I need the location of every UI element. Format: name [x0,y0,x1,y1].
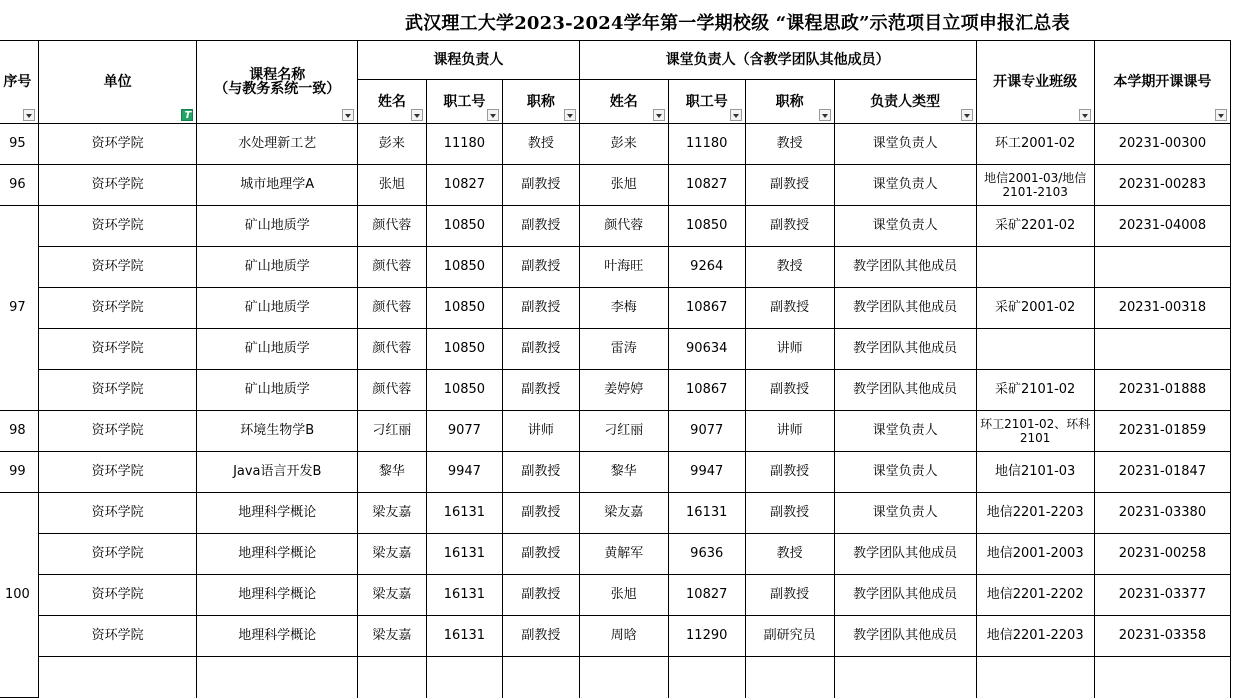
cell-teacher-id[interactable]: 10867 [668,370,745,411]
cell-unit[interactable]: 资环学院 [38,329,197,370]
cell-course-no[interactable]: 20231-01847 [1094,452,1230,493]
cell-course-leader-name[interactable]: 梁友嘉 [358,493,426,534]
cell-course-leader-title[interactable]: 副教授 [503,616,579,657]
cell-course[interactable]: Java语言开发B [197,452,358,493]
cell-teacher-id[interactable]: 90634 [668,329,745,370]
empty-cell[interactable] [38,657,197,698]
cell-course-leader-title[interactable]: 副教授 [503,247,579,288]
header-leader-type: 负责人类型 [834,80,976,124]
cell-teacher-id[interactable]: 11290 [668,616,745,657]
cell-leader-type[interactable]: 教学团队其他成员 [834,288,976,329]
cell-teacher-name[interactable]: 李梅 [579,288,668,329]
cell-teacher-name[interactable]: 颜代蓉 [579,206,668,247]
cell-major-class[interactable]: 地信2001-03/地信2101-2103 [976,165,1094,206]
cell-course-leader-title[interactable]: 副教授 [503,575,579,616]
cell-teacher-name[interactable]: 姜婷婷 [579,370,668,411]
table-row [0,206,1231,247]
cell-course-leader-title[interactable]: 教授 [503,124,579,165]
table-row [0,370,1231,411]
cell-major-class[interactable] [976,329,1094,370]
cell-major-class[interactable]: 环工2101-02、环科2101 [976,411,1094,452]
cell-leader-type[interactable]: 教学团队其他成员 [834,616,976,657]
cell-course-leader-name[interactable]: 梁友嘉 [358,534,426,575]
cell-leader-type[interactable]: 教学团队其他成员 [834,370,976,411]
header-title: 职称 [503,80,579,124]
cell-seq[interactable]: 98 [0,411,38,452]
cell-course-no[interactable]: 20231-01859 [1094,411,1230,452]
cell-course-leader-title[interactable]: 副教授 [503,329,579,370]
empty-cell[interactable] [1094,657,1230,698]
cell-course-leader-name[interactable]: 颜代蓉 [358,206,426,247]
cell-major-class[interactable]: 地信2201-2202 [976,575,1094,616]
filter-active-icon[interactable] [181,109,193,121]
cell-course[interactable]: 矿山地质学 [197,370,358,411]
cell-course-leader-title[interactable]: 副教授 [503,206,579,247]
summary-table [0,40,1231,698]
cell-major-class[interactable]: 环工2001-02 [976,124,1094,165]
table-row [0,411,1231,452]
cell-course-leader-id[interactable]: 16131 [426,493,503,534]
cell-course-no[interactable]: 20231-00283 [1094,165,1230,206]
cell-teacher-name[interactable]: 彭来 [579,124,668,165]
header-major-class: 开课专业班级 [976,41,1094,124]
cell-course-leader-name[interactable]: 颜代蓉 [358,247,426,288]
cell-course-leader-name[interactable]: 黎华 [358,452,426,493]
table-row [0,493,1231,534]
cell-course-leader-title[interactable]: 副教授 [503,370,579,411]
cell-teacher-title[interactable]: 副教授 [745,493,834,534]
filter-dropdown-icon[interactable] [487,109,499,121]
cell-major-class[interactable]: 地信2201-2203 [976,493,1094,534]
cell-teacher-name[interactable]: 黄解军 [579,534,668,575]
cell-unit[interactable]: 资环学院 [38,370,197,411]
cell-teacher-name[interactable]: 张旭 [579,575,668,616]
cell-teacher-name[interactable]: 雷涛 [579,329,668,370]
cell-course-no[interactable]: 20231-03377 [1094,575,1230,616]
cell-teacher-name[interactable]: 刁红丽 [579,411,668,452]
cell-course-leader-id[interactable]: 10850 [426,370,503,411]
cell-unit[interactable]: 资环学院 [38,288,197,329]
cell-course-leader-id[interactable]: 11180 [426,124,503,165]
cell-teacher-title[interactable]: 教授 [745,247,834,288]
cell-course-leader-id[interactable]: 16131 [426,616,503,657]
filter-dropdown-icon[interactable] [342,109,354,121]
cell-teacher-title[interactable]: 副教授 [745,575,834,616]
sheet-title-area [0,0,1235,40]
cell-leader-type[interactable]: 教学团队其他成员 [834,247,976,288]
table-row [0,575,1231,616]
header-title-2: 职称 [745,80,834,124]
cell-unit[interactable]: 资环学院 [38,165,197,206]
cell-teacher-id[interactable]: 10827 [668,575,745,616]
cell-teacher-id[interactable]: 10867 [668,288,745,329]
cell-course-leader-name[interactable]: 颜代蓉 [358,329,426,370]
cell-course-no[interactable]: 20231-00300 [1094,124,1230,165]
cell-course-no[interactable]: 20231-00318 [1094,288,1230,329]
cell-unit[interactable]: 资环学院 [38,616,197,657]
cell-leader-type[interactable]: 教学团队其他成员 [834,575,976,616]
cell-course-leader-id[interactable]: 10850 [426,288,503,329]
cell-teacher-title[interactable]: 教授 [745,124,834,165]
cell-major-class[interactable]: 地信2001-2003 [976,534,1094,575]
cell-course-no[interactable]: 20231-03380 [1094,493,1230,534]
empty-cell[interactable] [745,657,834,698]
cell-course[interactable]: 地理科学概论 [197,575,358,616]
cell-unit[interactable]: 资环学院 [38,206,197,247]
empty-cell[interactable] [358,657,426,698]
cell-course[interactable]: 矿山地质学 [197,247,358,288]
cell-course-no[interactable] [1094,247,1230,288]
cell-teacher-id[interactable]: 10827 [668,165,745,206]
table-row [0,534,1231,575]
cell-teacher-name[interactable]: 黎华 [579,452,668,493]
cell-major-class[interactable]: 地信2201-2203 [976,616,1094,657]
cell-course-leader-title[interactable]: 副教授 [503,493,579,534]
header-course-name: 课程名称 （与教务系统一致） [197,41,358,124]
table-row [0,616,1231,657]
empty-cell[interactable] [976,657,1094,698]
header-course-leader: 课程负责人 [358,41,580,80]
empty-cell[interactable] [197,657,358,698]
cell-leader-type[interactable]: 课堂负责人 [834,124,976,165]
cell-teacher-title[interactable]: 教授 [745,534,834,575]
cell-major-class[interactable]: 采矿2101-02 [976,370,1094,411]
cell-teacher-title[interactable]: 副教授 [745,288,834,329]
cell-course[interactable]: 地理科学概论 [197,616,358,657]
cell-course[interactable]: 矿山地质学 [197,329,358,370]
header-seq: 序号 [0,41,38,124]
header-staff-id: 职工号 [426,80,503,124]
cell-leader-type[interactable]: 教学团队其他成员 [834,329,976,370]
cell-course[interactable]: 矿山地质学 [197,288,358,329]
filter-dropdown-icon[interactable] [564,109,576,121]
cell-course-leader-name[interactable]: 梁友嘉 [358,575,426,616]
cell-course[interactable]: 城市地理学A [197,165,358,206]
cell-course-leader-name[interactable]: 刁红丽 [358,411,426,452]
empty-cell[interactable] [834,657,976,698]
cell-teacher-name[interactable]: 叶海旺 [579,247,668,288]
cell-course-leader-id[interactable]: 10850 [426,329,503,370]
cell-leader-type[interactable]: 课堂负责人 [834,493,976,534]
cell-course-leader-id[interactable]: 9947 [426,452,503,493]
cell-major-class[interactable] [976,247,1094,288]
header-name: 姓名 [358,80,426,124]
empty-row [0,657,1231,698]
cell-teacher-id[interactable]: 9264 [668,247,745,288]
header-staff-id-2: 职工号 [668,80,745,124]
cell-unit[interactable]: 资环学院 [38,493,197,534]
cell-teacher-name[interactable]: 梁友嘉 [579,493,668,534]
cell-course-leader-id[interactable]: 10850 [426,206,503,247]
header-course-no: 本学期开课课号 [1094,41,1230,124]
empty-cell[interactable] [503,657,579,698]
cell-course[interactable]: 地理科学概论 [197,493,358,534]
cell-teacher-title[interactable]: 副研究员 [745,616,834,657]
cell-course-leader-title[interactable]: 副教授 [503,165,579,206]
cell-course-leader-name[interactable]: 彭来 [358,124,426,165]
table-row [0,247,1231,288]
cell-course-leader-id[interactable]: 16131 [426,575,503,616]
cell-course-leader-id[interactable]: 10850 [426,247,503,288]
cell-course-leader-id[interactable]: 10827 [426,165,503,206]
table-row [0,452,1231,493]
cell-course[interactable]: 环境生物学B [197,411,358,452]
cell-leader-type[interactable]: 课堂负责人 [834,452,976,493]
cell-teacher-id[interactable]: 9077 [668,411,745,452]
header-class-leader: 课堂负责人（含教学团队其他成员） [579,41,976,80]
cell-course-leader-title[interactable]: 副教授 [503,534,579,575]
cell-major-class[interactable]: 采矿2001-02 [976,288,1094,329]
cell-teacher-title[interactable]: 副教授 [745,165,834,206]
filter-dropdown-icon[interactable] [23,109,35,121]
table-body [0,124,1231,698]
table-row [0,165,1231,206]
cell-unit[interactable]: 资环学院 [38,124,197,165]
table-row [0,124,1231,165]
cell-course-leader-title[interactable]: 副教授 [503,288,579,329]
filter-dropdown-icon[interactable] [961,109,973,121]
header-unit: 单位 T [38,41,197,124]
filter-dropdown-icon[interactable] [1079,109,1091,121]
cell-course-leader-name[interactable]: 颜代蓉 [358,288,426,329]
cell-leader-type[interactable]: 课堂负责人 [834,206,976,247]
cell-teacher-name[interactable]: 周晗 [579,616,668,657]
cell-teacher-title[interactable]: 副教授 [745,206,834,247]
filter-dropdown-icon[interactable] [819,109,831,121]
cell-course[interactable]: 地理科学概论 [197,534,358,575]
empty-cell[interactable] [668,657,745,698]
cell-major-class[interactable]: 采矿2201-02 [976,206,1094,247]
cell-leader-type[interactable]: 教学团队其他成员 [834,534,976,575]
cell-course-no[interactable]: 20231-01888 [1094,370,1230,411]
cell-major-class[interactable]: 地信2101-03 [976,452,1094,493]
cell-course-no[interactable]: 20231-04008 [1094,206,1230,247]
cell-leader-type[interactable]: 课堂负责人 [834,411,976,452]
cell-teacher-id[interactable]: 16131 [668,493,745,534]
cell-unit[interactable]: 资环学院 [38,411,197,452]
cell-seq[interactable]: 99 [0,452,38,493]
cell-course-leader-title[interactable]: 讲师 [503,411,579,452]
cell-unit[interactable]: 资环学院 [38,452,197,493]
filter-dropdown-icon[interactable] [653,109,665,121]
cell-seq[interactable]: 100 [0,493,38,698]
cell-unit[interactable]: 资环学院 [38,247,197,288]
cell-course-no[interactable]: 20231-00258 [1094,534,1230,575]
cell-course-no[interactable] [1094,329,1230,370]
cell-teacher-id[interactable]: 11180 [668,124,745,165]
cell-course-no[interactable]: 20231-03358 [1094,616,1230,657]
cell-course[interactable]: 矿山地质学 [197,206,358,247]
cell-teacher-title[interactable]: 讲师 [745,411,834,452]
header-name-2: 姓名 [579,80,668,124]
cell-teacher-id[interactable]: 10850 [668,206,745,247]
cell-teacher-id[interactable]: 9947 [668,452,745,493]
cell-teacher-name[interactable]: 张旭 [579,165,668,206]
cell-course-leader-id[interactable]: 9077 [426,411,503,452]
filter-dropdown-icon[interactable] [1215,109,1227,121]
cell-seq[interactable]: 96 [0,165,38,206]
cell-course-leader-name[interactable]: 梁友嘉 [358,616,426,657]
cell-course-leader-name[interactable]: 张旭 [358,165,426,206]
cell-seq[interactable]: 95 [0,124,38,165]
filter-dropdown-icon[interactable] [730,109,742,121]
cell-unit[interactable]: 资环学院 [38,534,197,575]
cell-leader-type[interactable]: 课堂负责人 [834,165,976,206]
cell-course-leader-name[interactable]: 颜代蓉 [358,370,426,411]
cell-unit[interactable]: 资环学院 [38,575,197,616]
cell-teacher-title[interactable]: 讲师 [745,329,834,370]
cell-seq[interactable]: 97 [0,206,38,411]
filter-dropdown-icon[interactable] [411,109,423,121]
table-row [0,329,1231,370]
cell-teacher-id[interactable]: 9636 [668,534,745,575]
cell-course[interactable]: 水处理新工艺 [197,124,358,165]
empty-cell[interactable] [426,657,503,698]
cell-course-leader-id[interactable]: 16131 [426,534,503,575]
table-row [0,288,1231,329]
sheet-title: 武汉理工大学2023-2024学年第一学期校级 “课程思政”示范项目立项申报汇总表 [405,13,1070,34]
cell-teacher-title[interactable]: 副教授 [745,452,834,493]
cell-course-leader-title[interactable]: 副教授 [503,452,579,493]
cell-teacher-title[interactable]: 副教授 [745,370,834,411]
empty-cell[interactable] [579,657,668,698]
